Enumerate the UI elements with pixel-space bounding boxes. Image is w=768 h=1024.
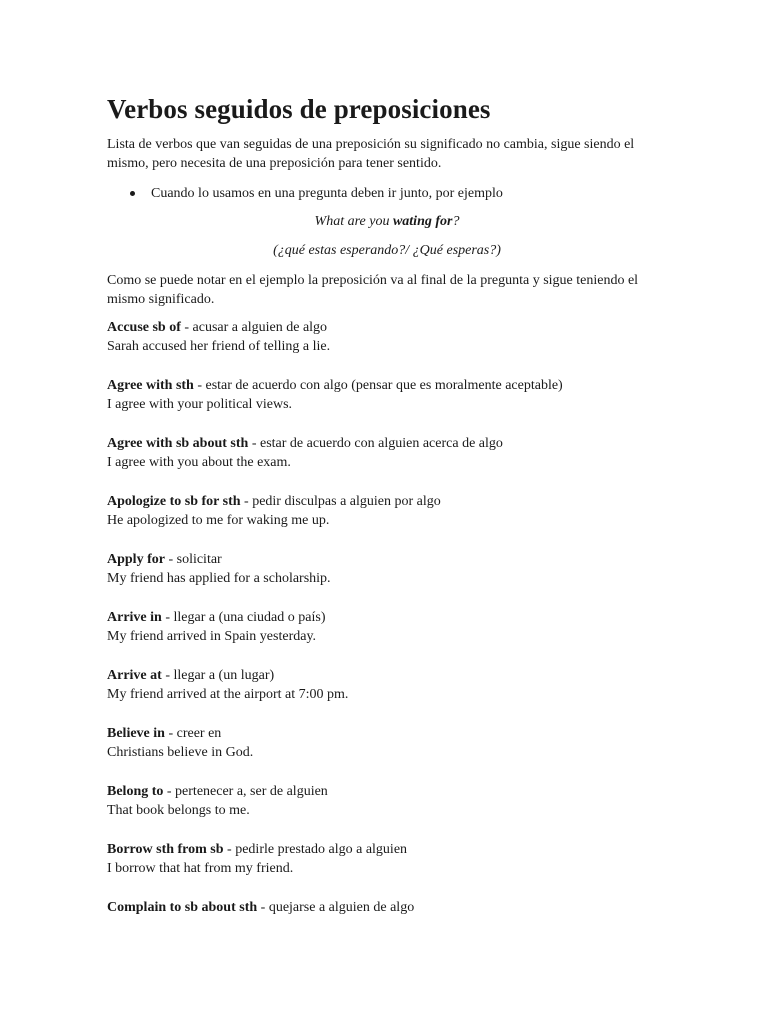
entry-definition: - llegar a (un lugar) [161,668,275,683]
verb-entry [107,492,667,530]
page-title: Verbos seguidos de preposiciones [107,94,491,124]
entry-definition: - solicitar [164,552,222,567]
entry-line [107,434,667,453]
entry-definition: - llegar a (una ciudad o país) [161,610,326,625]
entry-line [107,724,667,743]
verb-entry [107,840,667,878]
entry-term: Apply for [107,552,165,567]
entry-example: My friend arrived in Spain yesterday. [107,629,317,644]
verb-entry [107,550,667,588]
entry-definition: - estar de acuerdo con algo (pensar que es moralmente aceptable) [193,378,563,393]
entry-term: Agree with sb about sth [107,436,249,451]
example-question-bold: wating for [392,214,453,229]
entry-line [107,492,667,511]
entry-example: Sarah accused her friend of telling a lie. [107,339,331,354]
entry-line [107,550,667,569]
entry-definition: - pertenecer a, ser de alguien [163,784,328,799]
verb-entry [107,376,667,414]
entry-line [107,840,667,859]
note-paragraph: Como se puede notar en el ejemplo la preposición va al final de la pregunta y sigue teniendo el mismo significado. [107,273,639,307]
entry-example: Christians believe in God. [107,745,254,760]
entry-example: That book belongs to me. [107,803,250,818]
entry-definition: - pedir disculpas a alguien por algo [240,494,441,509]
example-question-prefix: What are you [314,214,393,229]
document-page [107,92,667,937]
example-question-suffix: ? [452,214,460,229]
intro-paragraph: Lista de verbos que van seguidas de una preposición su significado no cambia, sigue siendo el mismo, pero necesita de una preposición para tener sentido. [107,137,635,171]
verb-entry [107,724,667,762]
entry-line [107,608,667,627]
entry-term: Belong to [107,784,164,799]
entry-definition: - quejarse a alguien de algo [257,900,415,915]
entry-line [107,782,667,801]
entry-term: Believe in [107,726,165,741]
entry-example: I agree with you about the exam. [107,455,291,470]
entry-term: Accuse sb of [107,320,181,335]
entry-example: My friend arrived at the airport at 7:00 pm. [107,687,349,702]
entry-definition: - creer en [164,726,222,741]
verb-entry [107,782,667,820]
entry-line [107,376,667,395]
verb-entry [107,898,667,917]
entry-term: Arrive in [107,610,162,625]
entry-example: He apologized to me for waking me up. [107,513,330,528]
entry-definition: - estar de acuerdo con alguien acerca de algo [248,436,503,451]
example-question [107,212,667,231]
entry-example: I borrow that hat from my friend. [107,861,294,876]
entry-term: Arrive at [107,668,162,683]
example-translation: (¿qué estas esperando?/ ¿Qué esperas?) [273,243,501,258]
entry-line [107,318,667,337]
entry-term: Agree with sth [107,378,194,393]
verb-entry [107,318,667,356]
entry-definition: - acusar a alguien de algo [180,320,328,335]
bullet-list [107,184,667,203]
bullet-dot-icon [130,191,135,196]
verb-entry [107,666,667,704]
entry-term: Complain to sb about sth [107,900,258,915]
bullet-item [107,184,667,203]
verb-entry [107,434,667,472]
entry-example: I agree with your political views. [107,397,293,412]
entry-term: Apologize to sb for sth [107,494,241,509]
entry-line [107,898,667,917]
verb-entry [107,608,667,646]
entry-term: Borrow sth from sb [107,842,224,857]
bullet-text: Cuando lo usamos en una pregunta deben ir junto, por ejemplo [151,186,503,201]
entry-definition: - pedirle prestado algo a alguien [223,842,408,857]
entry-example: My friend has applied for a scholarship. [107,571,331,586]
verb-entry-list [107,318,667,917]
entry-line [107,666,667,685]
